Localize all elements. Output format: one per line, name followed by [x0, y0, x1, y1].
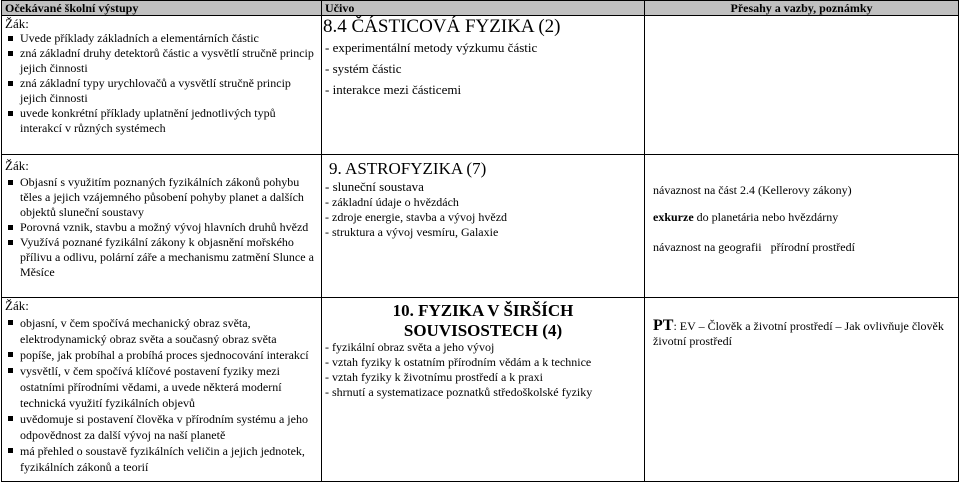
table-header-row	[2, 1, 959, 16]
excursion-text: do planetária nebo hvězdárny	[696, 210, 839, 224]
curriculum-table	[1, 0, 959, 482]
list-item: Objasní s využitím poznaných fyzikálních zákonů pohybu těles a jejich vzájemného působení pohyby planet a dalších objektů sluneční soustavy	[5, 175, 318, 220]
list-item: objasní, v čem spočívá mechanický obraz světa, elektrodynamický obraz světa a současný obraz světa	[5, 315, 318, 347]
list-item: vysvětlí, v čem spočívá klíčové postavení fyziky mezi ostatními přírodními vědami, a uvede některá moderní technická využití fyzikálních objevů	[5, 363, 318, 411]
topic-item: - vztah fyziky k ostatním přírodním vědám a k technice	[325, 355, 592, 369]
links-cell	[645, 16, 959, 155]
topic-title: 10. FYZIKA V ŠIRŠÍCH	[392, 301, 574, 320]
list-item: má přehled o soustavě fyzikálních veličin a jejich jednotek, fyzikálních zákonů a teorií	[5, 443, 318, 475]
header-links: Přesahy a vazby, poznámky	[645, 1, 959, 16]
link-note: návaznost na část 2.4 (Kellerovy zákony)	[653, 183, 852, 197]
topic-item: - systém částic	[325, 61, 402, 76]
topic-item: - základní údaje o hvězdách	[325, 195, 459, 209]
list-item: zná základní typy urychlovačů a vysvětlí stručně princip jejich činnosti	[5, 76, 318, 106]
header-content: Učivo	[322, 1, 645, 16]
topic-item: - zdroje energie, stavba a vývoj hvězd	[325, 210, 508, 224]
list-item: zná základní druhy detektorů částic a vysvětlí stručně princip jejich činnosti	[5, 46, 318, 76]
link-note: návaznost na geografii přírodní prostředí	[653, 240, 855, 254]
content-cell	[322, 155, 645, 298]
links-cell	[645, 298, 959, 482]
outcomes-list	[5, 31, 318, 136]
header-outcomes: Očekávané školní výstupy	[2, 1, 322, 16]
pt-text: : EV – Člověk a životní prostředí – Jak ovlivňuje člověk životní prostředí	[653, 319, 944, 348]
outcomes-cell	[2, 298, 322, 482]
pt-label: PT	[653, 317, 674, 334]
table-row	[2, 155, 959, 298]
topic-item: - interakce mezi částicemi	[325, 82, 462, 97]
topic-item: - sluneční soustava	[325, 179, 424, 194]
table-row	[2, 298, 959, 482]
list-item: Uvede příklady základních a elementárních částic	[5, 31, 318, 46]
student-label: Žák:	[5, 298, 29, 313]
topic-title: SOUVISOSTECH (4)	[403, 321, 563, 340]
outcomes-list	[5, 175, 318, 280]
topic-title: 9. ASTROFYZIKA (7)	[329, 159, 487, 178]
content-cell	[322, 16, 645, 155]
topic-item: - struktura a vývoj vesmíru, Galaxie	[325, 225, 499, 239]
list-item: uvědomuje si postavení člověka v přírodním systému a jeho odpovědnost za další vývoj na naší planetě	[5, 411, 318, 443]
list-item: uvede konkrétní příklady uplatnění jednotlivých typů interakcí v různých systémech	[5, 106, 318, 136]
topic-item: - vztah fyziky k životnímu prostředí a k praxi	[325, 370, 543, 384]
table-row	[2, 16, 959, 155]
student-label: Žák:	[5, 158, 29, 173]
topic-item: - fyzikální obraz světa a jeho vývoj	[325, 340, 495, 354]
outcomes-cell	[2, 155, 322, 298]
cross-topic-note	[653, 318, 955, 349]
excursion-note	[653, 210, 955, 225]
outcomes-cell	[2, 16, 322, 155]
list-item: Využívá poznané fyzikální zákony k objasnění mořského přílivu a odlivu, polární záře a mechanismu zatmění Slunce a Měsíce	[5, 235, 318, 280]
topic-item: - experimentální metody výzkumu částic	[325, 40, 538, 55]
student-label: Žák:	[5, 16, 29, 31]
outcomes-list	[5, 315, 318, 475]
topic-title: 8.4 ČÁSTICOVÁ FYZIKA (2)	[323, 16, 561, 37]
content-cell	[322, 298, 645, 482]
excursion-label: exkurze	[653, 210, 694, 224]
topic-item: - shrnutí a systematizace poznatků středoškolské fyziky	[325, 385, 593, 399]
links-cell	[645, 155, 959, 298]
list-item: popíše, jak probíhal a probíhá proces sjednocování interakcí	[5, 347, 318, 363]
list-item: Porovná vznik, stavbu a možný vývoj hlavních druhů hvězd	[5, 220, 318, 235]
